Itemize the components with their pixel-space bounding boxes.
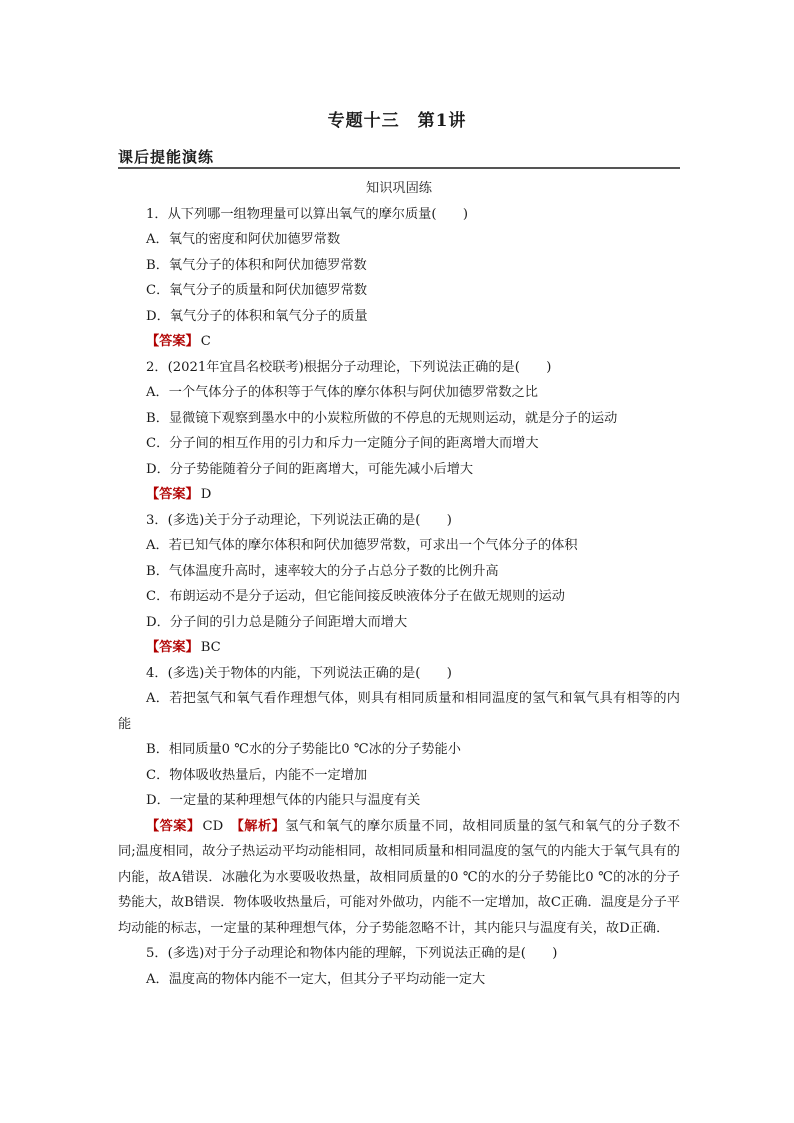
answer-value: CD	[202, 818, 224, 834]
question-3-option-b: B．气体温度升高时，速率较大的分子占总分子数的比例升高	[146, 563, 499, 579]
part-title: 知识巩固练	[366, 181, 432, 196]
analysis-tag: 【解析】	[237, 818, 286, 834]
answer-tag: 【答案】	[146, 487, 199, 502]
analysis-text: 氢气和氧气的摩尔质量不同，故相同质量的氢气和氧气的分子数不同;温度相同，故分子热运动平均动能相同，故相同质量和相同温度的氢气的内能大于氧气具有的内能，故A错误．冰融化为水要吸收热量，故相同质量的0 ℃的水的分子势能比0 ℃的冰的分子势能大，故B错误．物体吸收热量后，可能对外做功，内能不一定增加，故C正确．温度是分子平均动能的标志，一定量的某种理想气体，分子势能忽略不计，其内能只与温度有关，故D正确．	[118, 818, 681, 936]
question-2-option-d: D．分子势能随着分子间的距离增大，可能先减小后增大	[146, 461, 474, 477]
answer-tag: 【答案】	[146, 640, 199, 655]
question-2-answer	[118, 482, 680, 508]
answer-value: D	[200, 487, 212, 502]
answer-tag: 【答案】	[146, 818, 201, 834]
section-divider	[118, 167, 680, 169]
answer-value: C	[200, 334, 211, 349]
question-5-option-a: A．温度高的物体内能不一定大，但其分子平均动能一定大	[146, 971, 486, 987]
document-body	[118, 176, 680, 992]
question-3-stem: 3．(多选)关于分子动理论，下列说法正确的是( )	[146, 512, 452, 528]
question-2-option-b: B．显微镜下观察到墨水中的小炭粒所做的不停息的无规则运动，就是分子的运动	[146, 410, 618, 426]
question-1-option-b: B．氧气分子的体积和阿伏加德罗常数	[146, 257, 367, 273]
page-title: 专题十三 第1讲	[327, 111, 467, 131]
section-heading: 课后提能演练	[118, 148, 215, 166]
question-5-stem: 5．(多选)对于分子动理论和物体内能的理解，下列说法正确的是( )	[146, 946, 558, 961]
question-3-option-d: D．分子间的引力总是随分子间距增大而增大	[146, 614, 408, 630]
question-2-option-c: C．分子间的相互作用的引力和斥力一定随分子间的距离增大而增大	[146, 436, 539, 451]
question-3-option-c: C．布朗运动不是分子运动，但它能间接反映液体分子在做无规则的运动	[146, 589, 565, 604]
question-4-answer-analysis	[118, 814, 680, 942]
question-1-answer	[118, 329, 680, 355]
question-4-option-a: A．若把氢气和氧气看作理想气体，则具有相同质量和相同温度的氢气和氧气具有相等的内能	[118, 691, 680, 732]
question-4-stem: 4．(多选)关于物体的内能，下列说法正确的是( )	[146, 665, 452, 681]
question-2-stem: 2．(2021年宜昌名校联考)根据分子动理论，下列说法正确的是( )	[146, 359, 552, 375]
question-2-option-a: A．一个气体分子的体积等于气体的摩尔体积与阿伏加德罗常数之比	[146, 385, 538, 400]
question-1-stem: 1．从下列哪一组物理量可以算出氧气的摩尔质量( )	[146, 206, 468, 222]
question-1-option-c: C．氧气分子的质量和阿伏加德罗常数	[146, 283, 368, 298]
answer-tag: 【答案】	[146, 334, 199, 349]
question-4-option-b: B．相同质量0 ℃水的分子势能比0 ℃冰的分子势能小	[146, 742, 461, 757]
question-3-answer	[118, 635, 680, 661]
question-4-option-d: D．一定量的某种理想气体的内能只与温度有关	[146, 793, 421, 808]
question-3-option-a: A．若已知气体的摩尔体积和阿伏加德罗常数，可求出一个气体分子的体积	[146, 538, 578, 553]
answer-value: BC	[200, 640, 221, 655]
question-1-option-d: D．氧气分子的体积和氧气分子的质量	[146, 308, 368, 324]
question-4-option-c: C．物体吸收热量后，内能不一定增加	[146, 767, 368, 783]
question-1-option-a: A．氧气的密度和阿伏加德罗常数	[146, 232, 341, 247]
